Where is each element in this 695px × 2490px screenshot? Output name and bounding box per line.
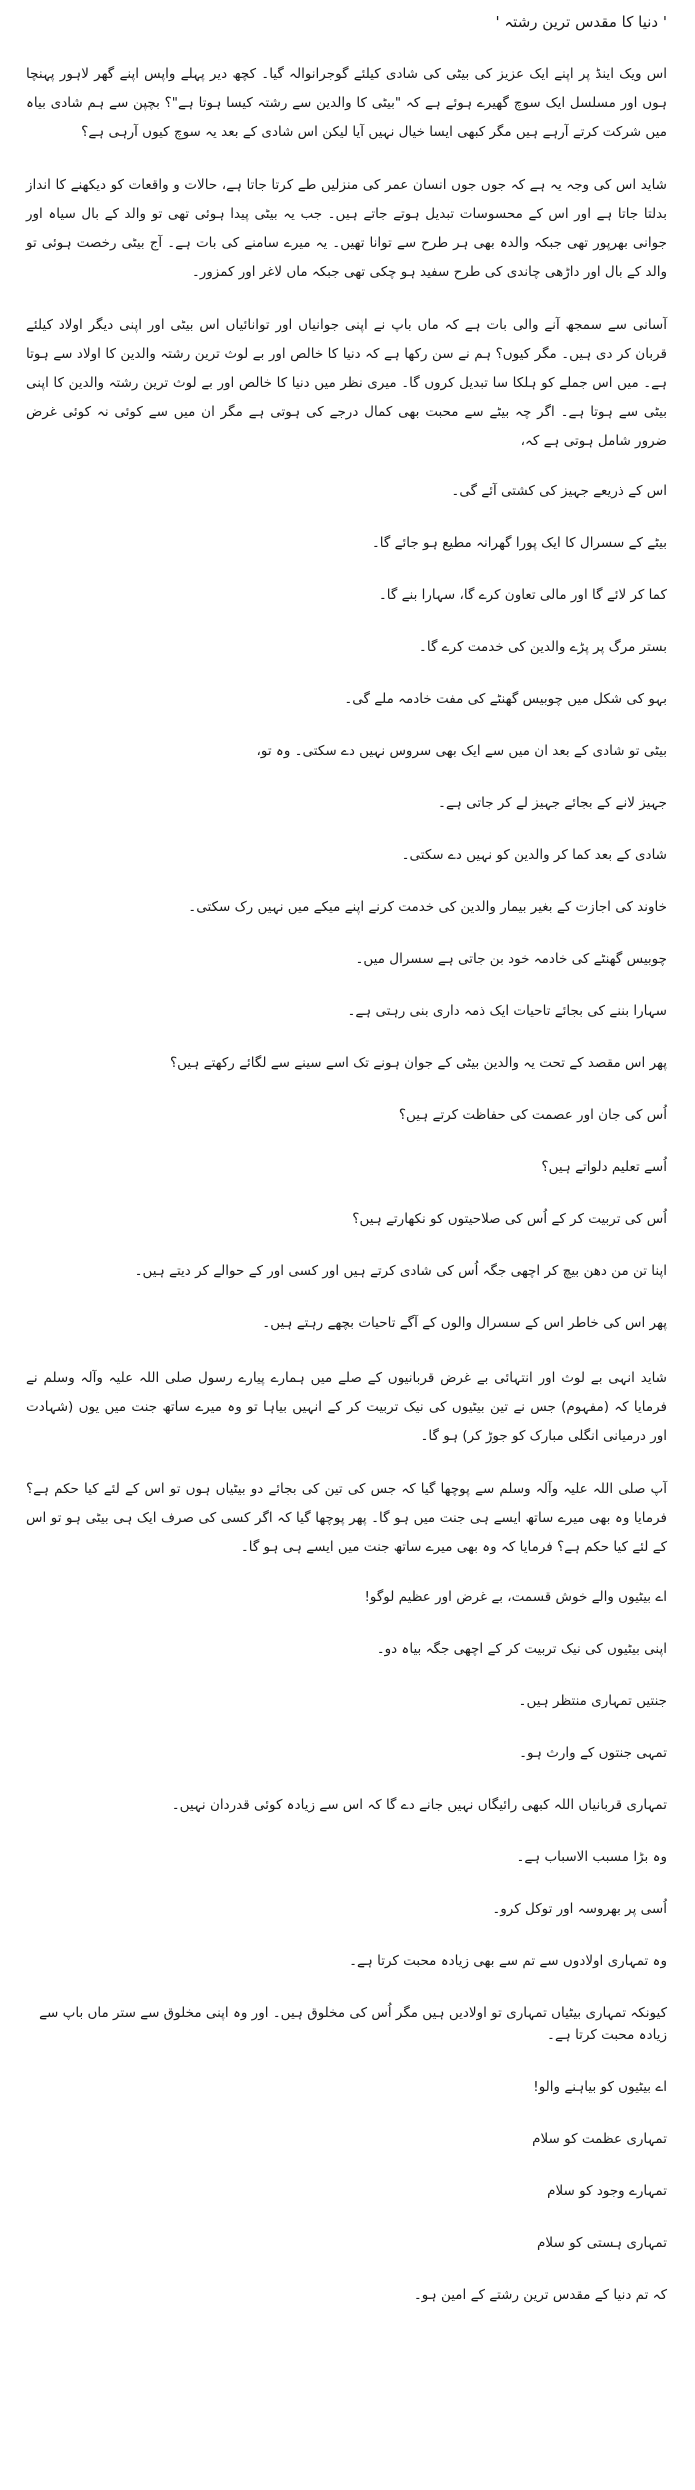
article-line: سہارا بننے کی بجائے تاحیات ایک ذمہ داری بنی رہتی ہے۔ <box>347 1003 667 1019</box>
article-paragraph: آسانی سے سمجھ آنے والی بات ہے کہ ماں باپ نے اپنی جوانیاں اور توانائیاں اس بیٹی اور اپنی دیگر اولاد کیلئے قربان کر دی ہیں۔ مگر کیوں؟ ہم نے سن رکھا ہے کہ دنیا کا خالص اور بے لوث ترین رشتہ والدین کا اولاد سے ہوتا ہے۔ میں اس جملے کو ہلکا سا تبدیل کروں گا۔ میری نظر میں دنیا کا خالص اور بے لوث ترین رشتہ والدین کا اپنی بیٹی سے ہوتا ہے۔ اگر چہ بیٹے سے محبت بھی کمال درجے کی ہوتی ہے مگر ان میں سے کوئی نہ کوئی غرض ضرور شامل ہوتی ہے کہ، <box>26 317 667 449</box>
article-line: وہ تمہاری اولادوں سے تم سے بھی زیادہ محبت کرتا ہے۔ <box>349 1953 667 1969</box>
article-line: اپنی بیٹیوں کی نیک تربیت کر کے اچھی جگہ بیاہ دو۔ <box>376 1641 667 1657</box>
article-line: بہو کی شکل میں چوبیس گھنٹے کی مفت خادمہ ملے گی۔ <box>344 691 667 707</box>
article-line: تمہاری عظمت کو سلام <box>532 2131 667 2147</box>
article-paragraph: شاید اس کی وجہ یہ ہے کہ جوں جوں انسان عمر کی منزلیں طے کرتا جاتا ہے، حالات و واقعات کو دیکھنے کا انداز بدلتا جاتا ہے اور اس کے محسوسات تبدیل ہوتے جاتے ہیں۔ جب یہ بیٹی پیدا ہوئی تھی تو والد کے بال سیاہ اور جوانی بھرپور تھی جبکہ والدہ بھی ہر طرح سے توانا تھیں۔ یہ میرے سامنے کی بات ہے۔ آج بیٹی رخصت ہوئی تو والد کے بال اور داڑھی چاندی کی طرح سفید ہو چکی تھی جبکہ ماں لاغر اور کمزور۔ <box>26 177 667 280</box>
article-line: پھر اس کی خاطر اس کے سسرال والوں کے آگے تاحیات بچھے رہتے ہیں۔ <box>262 1315 667 1331</box>
article-line: اے بیٹیوں والے خوش قسمت، بے غرض اور عظیم لوگو! <box>364 1589 667 1605</box>
article-line: تمہی جنتوں کے وارث ہو۔ <box>519 1745 667 1761</box>
article-paragraph: شاید انہی بے لوث اور انتہائی بے غرض قربانیوں کے صلے میں ہمارے پیارے رسول صلی اللہ علیہ وآلہ وسلم نے فرمایا کہ (مفہوم) جس نے تین بیٹیوں کی نیک تربیت کر کے انہیں بیاہا تو وہ میرے ساتھ جنت میں یوں (شہادت اور درمیانی انگلی مبارک کو جوڑ کر) ہو گا۔ <box>26 1370 667 1444</box>
article-line: پھر اس مقصد کے تحت یہ والدین بیٹی کے جوان ہونے تک اسے سینے سے لگائے رکھتے ہیں؟ <box>169 1055 667 1071</box>
article-line: کیونکہ تمہاری بیٹیاں تمہاری تو اولادیں ہیں مگر اُس کی مخلوق ہیں۔ اور وہ اپنی مخلوق سے ستر ماں باپ سے زیادہ محبت کرتا ہے۔ <box>39 2005 667 2043</box>
article-line: اُسی پر بھروسہ اور توکل کرو۔ <box>492 1901 667 1917</box>
article-line: بیٹے کے سسرال کا ایک پورا گھرانہ مطیع ہو جائے گا۔ <box>371 535 667 551</box>
article-line: کما کر لائے گا اور مالی تعاون کرے گا، سہارا بنے گا۔ <box>378 587 667 603</box>
article-line: شادی کے بعد کما کر والدین کو نہیں دے سکتی۔ <box>401 847 667 863</box>
article-line: تمہاری قربانیاں اللہ کبھی رائیگاں نہیں جانے دے گا کہ اس سے زیادہ کوئی قدردان نہیں۔ <box>171 1797 667 1813</box>
article-paragraph: آپ صلی اللہ علیہ وآلہ وسلم سے پوچھا گیا کہ جس کی تین کی بجائے دو بیٹیاں ہوں تو اس کے لئے کیا حکم ہے؟ فرمایا وہ بھی میرے ساتھ ایسے ہی جنت میں ہو گا۔ پھر پوچھا گیا کہ اگر کسی کی صرف ایک ہی بیٹی ہو تو اس کے لئے کیا حکم ہے؟ فرمایا کہ وہ بھی میرے ساتھ جنت میں ایسے ہی ہو گا۔ <box>26 1481 667 1555</box>
article-paragraph: اس ویک اینڈ پر اپنے ایک عزیز کی بیٹی کی شادی کیلئے گوجرانوالہ گیا۔ کچھ دیر پہلے واپس اپنے گھر لاہور پہنچا ہوں اور مسلسل ایک سوچ گھیرے ہوئے ہے کہ "بیٹی کا والدین سے رشتہ کیسا ہوتا ہے"؟ بچپن سے ہم شادی بیاہ میں شرکت کرتے آرہے ہیں مگر کبھی ایسا خیال نہیں آیا لیکن اس شادی کے بعد یہ سوچ کیوں آرہی ہے؟ <box>26 66 667 140</box>
article-line: چوبیس گھنٹے کی خادمہ خود بن جاتی ہے سسرال میں۔ <box>355 951 667 967</box>
article-line: کہ تم دنیا کے مقدس ترین رشتے کے امین ہو۔ <box>413 2287 667 2303</box>
article-line: بیٹی تو شادی کے بعد ان میں سے ایک بھی سروس نہیں دے سکتی۔ وہ تو، <box>256 743 667 759</box>
article-title: ' دنیا کا مقدس ترین رشتہ ' <box>495 13 667 31</box>
article-line: جہیز لانے کے بجائے جہیز لے کر جاتی ہے۔ <box>438 795 667 811</box>
article-line: وہ بڑا مسبب الاسباب ہے۔ <box>516 1849 667 1865</box>
article-line: اُس کی تربیت کر کے اُس کی صلاحیتوں کو نکھارتے ہیں؟ <box>352 1211 667 1227</box>
article-line: اپنا تن من دھن بیچ کر اچھی جگہ اُس کی شادی کرتے ہیں اور کسی اور کے حوالے کر دیتے ہیں۔ <box>134 1263 667 1279</box>
article-line: تمہارے وجود کو سلام <box>547 2183 667 2199</box>
article-line: اُسے تعلیم دلواتے ہیں؟ <box>541 1159 667 1175</box>
article-line: بستر مرگ پر پڑے والدین کی خدمت کرے گا۔ <box>418 639 667 655</box>
article-line: تمہاری ہستی کو سلام <box>537 2235 667 2251</box>
article-line: اُس کی جان اور عصمت کی حفاظت کرتے ہیں؟ <box>398 1107 667 1123</box>
article-line: خاوند کی اجازت کے بغیر بیمار والدین کی خدمت کرنے اپنے میکے میں نہیں رک سکتی۔ <box>188 899 667 915</box>
article-line: اے بیٹیوں کو بیاہنے والو! <box>533 2079 667 2095</box>
article-line: جنتیں تمہاری منتظر ہیں۔ <box>518 1693 667 1709</box>
article-body <box>26 60 667 2306</box>
article-line: اس کے ذریعے جہیز کی کشتی آئے گی۔ <box>451 483 667 499</box>
